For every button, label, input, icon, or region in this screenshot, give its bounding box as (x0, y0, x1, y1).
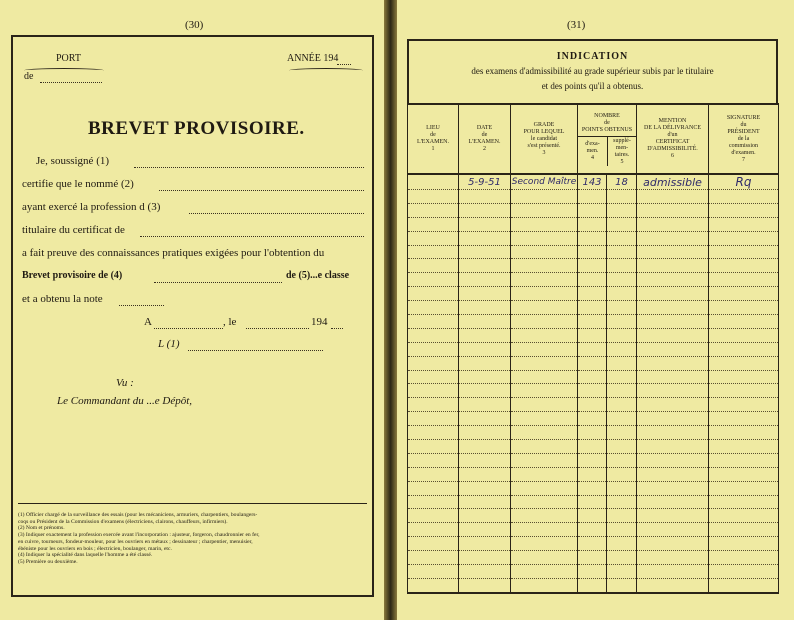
port-label: PORT (56, 53, 81, 64)
indication-heading: INDICATION (556, 51, 629, 62)
page-number-left: (30) (185, 19, 204, 31)
year-label: 194 (311, 316, 328, 328)
annee-flourish (289, 68, 363, 73)
table-row (408, 217, 779, 231)
l1-label: L (1) (158, 338, 180, 350)
nombre-subheads (578, 137, 636, 166)
col-points-exam: d'exa- men. 4 (578, 137, 608, 166)
annee-label: ANNÉE 194 (287, 53, 339, 64)
page-number-right: (31) (567, 19, 586, 31)
classe-label: de (5)...e classe (286, 270, 350, 281)
table-row (408, 301, 779, 315)
table-row (408, 342, 779, 356)
table-row (408, 565, 779, 579)
cell-date: 5-9-51 (459, 174, 511, 190)
col-grade: GRADE POUR LEQUEL le candidat s'est présenté. 3 (511, 104, 578, 174)
table-row (408, 398, 779, 412)
de-label: de (24, 71, 34, 82)
col-points-supp: supplé- men- taires. 5 (613, 137, 631, 165)
left-page (0, 0, 384, 620)
col-mention: MENTION DE LA DÉLIVRANCE d'un CERTIFICAT D'ADMISSIBILITÉ. 6 (637, 104, 709, 174)
col-signature: SIGNATURE du PRÉSIDENT de la commission d'examen. 7 (709, 104, 779, 174)
table-row (408, 231, 779, 245)
footnotes (18, 512, 368, 566)
cell-signature: Rq (709, 174, 779, 190)
right-page (397, 0, 794, 620)
indication-header-frame (407, 39, 778, 103)
commandant-label: Le Commandant du ...e Dépôt, (57, 395, 193, 407)
exam-table (407, 103, 779, 594)
col-lieu: LIEU de L'EXAMEN. 1 (408, 104, 459, 174)
brevet-title: BREVET PROVISOIRE. (88, 118, 305, 139)
table-row (408, 578, 779, 592)
table-row (408, 315, 779, 329)
vu-label: Vu : (116, 377, 134, 389)
table-row (408, 467, 779, 481)
l1-field (188, 350, 323, 351)
cell-lieu (408, 174, 459, 190)
table-row (408, 287, 779, 301)
table-row (408, 523, 779, 537)
specialite-field (154, 282, 282, 283)
footnote-line: (5) Première ou deuxième. (18, 558, 78, 565)
cell-mention: admissible (637, 174, 709, 190)
table-row (408, 440, 779, 454)
footnote-line: ébéniste pour les ouvriers en bois ; électricien, boulanger, marin, etc. (18, 545, 172, 552)
table-row (408, 495, 779, 509)
footnote-line: coqs ou Président de la Commission d'examens (électriciens, clairons, chauffeurs, infirmiers). (18, 518, 228, 525)
ayant-line-label: ayant exercé la profession d (3) (22, 201, 161, 213)
col-nombre (578, 104, 637, 174)
footnote-line: (4) Indiquer la spécialité dans laquelle l'homme a été classé. (18, 552, 153, 559)
table-row (408, 551, 779, 565)
annee-field (337, 64, 351, 65)
nombre-heading: NOMBRE de POINTS OBTENUS (578, 113, 636, 137)
footnote-line: (3) Indiquer exactement la profession exercée avant l'incorporation : ajusteur, forgeron, chaudronnier en fer, (18, 532, 260, 539)
table-row (408, 453, 779, 467)
book-spine (384, 0, 397, 620)
table-row (408, 426, 779, 440)
cell-points-exam: 143 (578, 174, 607, 190)
indication-subheading-2: et des points qu'il a obtenus. (541, 81, 644, 91)
table-row (408, 509, 779, 523)
table-row (408, 273, 779, 287)
cell-points-supp: 18 (607, 174, 637, 190)
note-field (119, 305, 164, 306)
table-row (408, 245, 779, 259)
footnote-line: (2) Nom et prénoms. (18, 525, 65, 532)
port-field (40, 82, 102, 83)
table-row (408, 481, 779, 495)
certifie-field (159, 190, 364, 191)
indication-subheading-1: des examens d'admissibilité au grade supérieur subis par le titulaire (471, 66, 714, 76)
table-row (408, 174, 779, 190)
table-row (408, 384, 779, 398)
date-field (246, 328, 309, 329)
titulaire-line-label: titulaire du certificat de (22, 224, 125, 236)
note-line-label: et a obtenu la note (22, 293, 103, 305)
table-row (408, 370, 779, 384)
footnote-divider (18, 503, 367, 504)
lieu-field (154, 328, 223, 329)
year-field (331, 328, 343, 329)
table-row (408, 190, 779, 204)
table-header-row (408, 104, 779, 174)
table-row (408, 259, 779, 273)
table-row (408, 356, 779, 370)
preuve-line-label: a fait preuve des connaissances pratiques exigées pour l'obtention du (22, 247, 325, 259)
a-label: A (144, 316, 152, 328)
titulaire-field (140, 236, 364, 237)
table-row (408, 203, 779, 217)
je-field (134, 167, 364, 168)
col-date: DATE de L'EXAMEN. 2 (459, 104, 511, 174)
brevet-line-label: Brevet provisoire de (4) (22, 270, 123, 281)
footnote-line: en cuivre, tourneurs, fondeur-mouleur, pour les ouvriers en métaux ; dessinateur ; charpentier, menuisier, (18, 538, 253, 545)
ayant-field (189, 213, 364, 214)
je-line-label: Je, soussigné (1) (36, 155, 110, 167)
table-row (408, 537, 779, 551)
le-label: , le (223, 316, 237, 328)
table-row (408, 412, 779, 426)
port-flourish (24, 68, 104, 73)
table-row (408, 328, 779, 342)
footnote-line: (1) Officier chargé de la surveillance des essais (pour les mécaniciens, armuriers, charpentiers, boulangers- (18, 512, 258, 518)
cell-grade: Second Maître (511, 174, 578, 190)
certifie-line-label: certifie que le nommé (2) (22, 178, 134, 190)
